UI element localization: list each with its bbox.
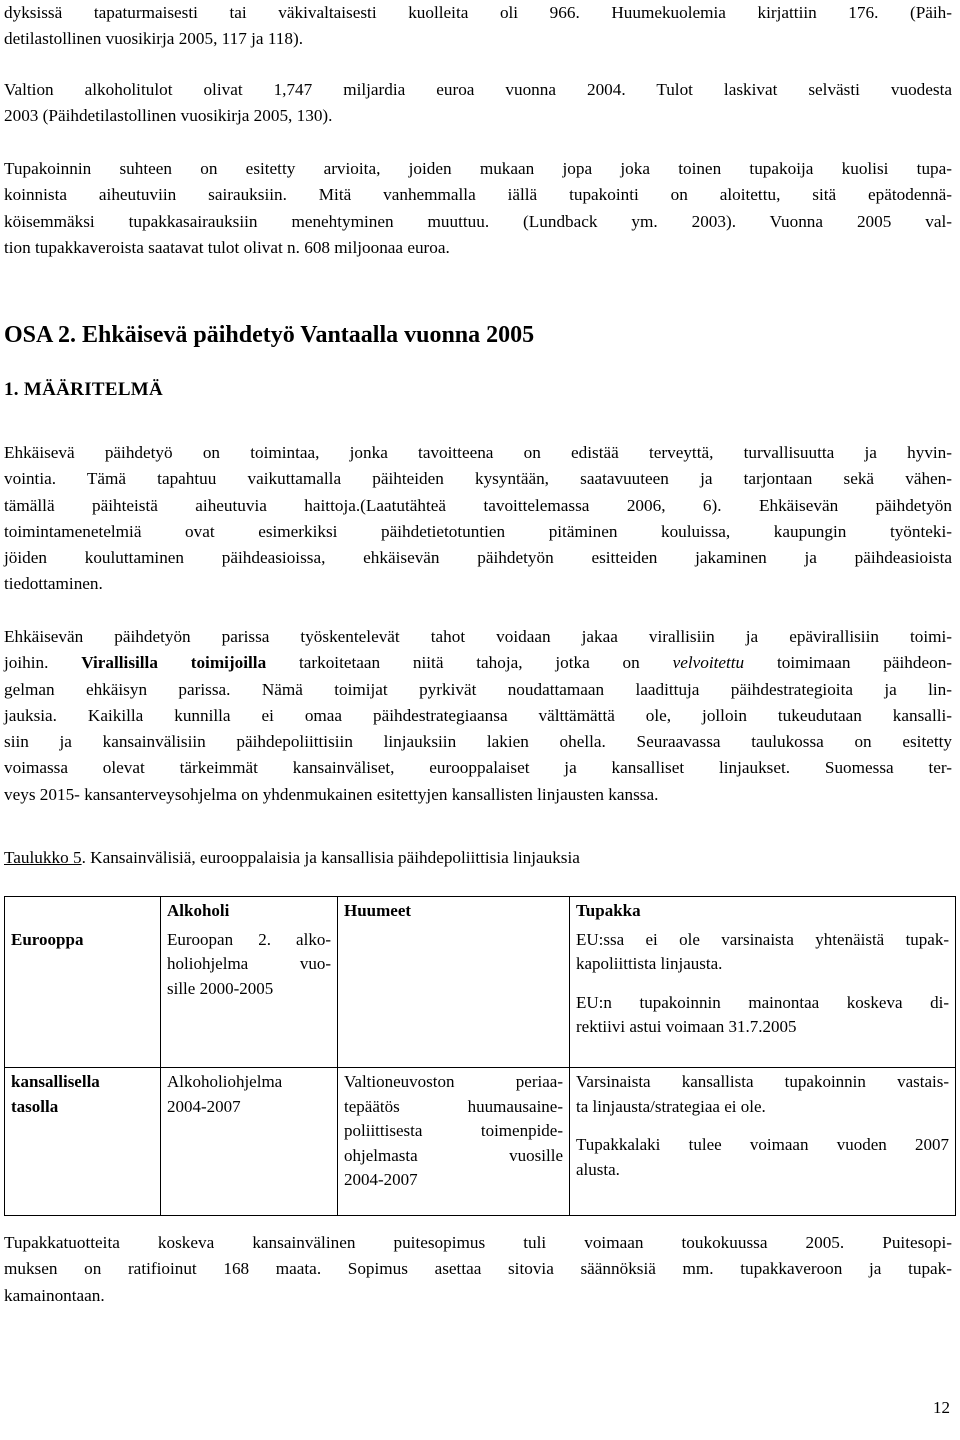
- table-cell-alkoholi: [161, 926, 338, 1068]
- text-run: joihin.: [4, 653, 82, 673]
- text-line: muksen on ratifioinut 168 maata. Sopimus asettaa sitovia säännöksiä mm. tupakkaveroon ja tupak-: [4, 1259, 952, 1279]
- row-label-text: tasolla: [11, 1096, 59, 1116]
- cell-line: poliittisesta toimenpide-: [344, 1121, 563, 1140]
- italic-term: velvoitettu: [672, 653, 745, 673]
- table-row: [5, 1068, 956, 1216]
- caption-text: . Kansainvälisiä, eurooppalaisia ja kansallisia päihdepoliittisia linjauksia: [81, 848, 580, 867]
- text-line: voimassa olevat tärkeimmät kansainväliset, eurooppalaiset ja kansalliset linjaukset. Suomessa ter-: [4, 758, 952, 778]
- cell-line: 2004-2007: [167, 1096, 241, 1116]
- paragraph-actors: [4, 624, 952, 808]
- table-cell-huumeet: [338, 1068, 570, 1216]
- text-line: Tupakoinnin suhteen on esitetty arvioita, joiden mukaan jopa joka toinen tupakoija kuolisi tupa-: [4, 159, 952, 178]
- cell-line: Valtioneuvoston periaa-: [344, 1072, 563, 1091]
- text-line: Ehkäisevä päihdetyö on toimintaa, jonka tavoitteena on edistää terveyttä, turvallisuutta ja hyvin-: [4, 443, 952, 462]
- row-label-text: Eurooppa: [11, 929, 84, 949]
- cell-line: tepäätös huumausaine-: [344, 1096, 563, 1116]
- cell-line: rektiivi astui voimaan 31.7.2005: [576, 1017, 797, 1036]
- section-heading: OSA 2. Ehkäisevä päihdetyö Vantaalla vuonna 2005: [4, 322, 535, 348]
- policy-table: [4, 896, 956, 1216]
- table-header-cell: Huumeet: [338, 897, 570, 926]
- text-line: kamainontaan.: [4, 1285, 105, 1305]
- text-line: Valtion alkoholitulot olivat 1,747 miljardia euroa vuonna 2004. Tulot laskivat selvästi vuodesta: [4, 80, 952, 99]
- row-label: [5, 1068, 161, 1216]
- cell-line: 2004-2007: [344, 1170, 418, 1189]
- bold-term: Virallisilla toimijoilla: [81, 653, 267, 673]
- cell-gap: [576, 977, 949, 991]
- paragraph-alcohol-revenue: [4, 77, 952, 130]
- row-label-text: kansallisella: [11, 1072, 100, 1091]
- cell-line: sille 2000-2005: [167, 978, 274, 998]
- text-line: koinnista aiheutuviin sairauksiin. Mitä vanhemmalla iällä tupakointi on aloitettu, sitä epätodennä-: [4, 185, 952, 205]
- cell-line: EU:n tupakoinnin mainontaa koskeva di-: [576, 992, 949, 1012]
- text-line: jauksia. Kaikilla kunnilla ei omaa päihdestrategiaansa välttämättä ole, jolloin tukeudutaan kansalli-: [4, 705, 952, 725]
- text-line: veys 2015- kansanterveysohjelma on yhdenmukainen esitettyjen kansallisten linjausten kanssa.: [4, 784, 659, 804]
- cell-line: Euroopan 2. alko-: [167, 929, 331, 949]
- cell-line: EU:ssa ei ole varsinaista yhtenäistä tupak-: [576, 929, 949, 949]
- text-run: tarkoitetaan niitä tahoja, jotka on: [266, 653, 673, 673]
- table-cell-tupakka: [570, 926, 956, 1068]
- subsection-heading: 1. MÄÄRITELMÄ: [4, 379, 164, 400]
- text-line: tämällä päihteistä aiheutuvia haittoja.(Laatutähteä tavoittelemassa 2006, 6). Ehkäisevän päihdetyön: [4, 495, 952, 515]
- cell-line: ta linjausta/strategiaa ei ole.: [576, 1096, 766, 1116]
- text-line: detilastollinen vuosikirja 2005, 117 ja 118).: [4, 29, 303, 49]
- paragraph-tobacco: [4, 156, 952, 261]
- table-caption: [4, 848, 580, 868]
- cell-line: kapoliittista linjausta.: [576, 954, 723, 973]
- cell-line: Alkoholiohjelma: [167, 1072, 283, 1091]
- table-header-row: [5, 897, 956, 926]
- cell-line: holiohjelma vuo-: [167, 954, 331, 973]
- cell-line: Tupakkalaki tulee voimaan vuoden 2007: [576, 1135, 949, 1154]
- text-line: Tupakkatuotteita koskeva kansainvälinen puitesopimus tuli voimaan toukokuussa 2005. Puitesopi-: [4, 1233, 952, 1252]
- text-line: tion tupakkaveroista saatavat tulot olivat n. 608 miljoonaa euroa.: [4, 237, 450, 257]
- text-line: toimintamenetelmiä ovat esimerkiksi päihdetietotuntien pitäminen kouluissa, kaupungin työnteki-: [4, 521, 952, 541]
- text-line: vointia. Tämä tapahtuu vaikuttamalla päihteiden kysyntään, saatavuuteen ja tarjontaan sekä vähen-: [4, 469, 952, 489]
- table-header-cell: Tupakka: [570, 897, 956, 926]
- row-label: [5, 926, 161, 1068]
- text-line: [4, 650, 952, 676]
- paragraph-drug-deaths: [4, 0, 952, 53]
- cell-line: alusta.: [576, 1159, 620, 1179]
- text-line: Ehkäisevän päihdetyön parissa työskentelevät tahot voidaan jakaa virallisiin ja epävirallisiin toimi-: [4, 627, 952, 646]
- table-cell-alkoholi: [161, 1068, 338, 1216]
- table-header-cell: [5, 897, 161, 926]
- text-line: köisemmäksi tupakkasairauksiin menehtyminen muuttuu. (Lundback ym. 2003). Vuonna 2005 val-: [4, 211, 952, 231]
- text-line: dyksissä tapaturmaisesti tai väkivaltaisesti kuolleita oli 966. Huumekuolemia kirjattiin 176. (Päih-: [4, 3, 952, 22]
- cell-line: ohjelmasta vuosille: [344, 1145, 563, 1165]
- page-number: 12: [933, 1398, 950, 1417]
- text-line: siin ja kansainvälisiin päihdepoliittisiin linjauksiin lakien ohella. Seuraavassa taulukossa on esitetty: [4, 732, 952, 752]
- paragraph-definition: [4, 440, 952, 598]
- table-cell-tupakka: [570, 1068, 956, 1216]
- text-line: gelman ehkäisyn parissa. Nämä toimijat pyrkivät noudattamaan laadittuja päihdestrategioita ja lin-: [4, 679, 952, 699]
- cell-gap: [576, 1119, 949, 1133]
- text-line: 2003 (Päihdetilastollinen vuosikirja 2005, 130).: [4, 106, 333, 126]
- text-run: toimimaan päihdeon-: [744, 653, 953, 673]
- table-header-cell: Alkoholi: [161, 897, 338, 926]
- table-row: [5, 926, 956, 1068]
- cell-line: Varsinaista kansallista tupakoinnin vastais-: [576, 1072, 949, 1091]
- text-line: tiedottaminen.: [4, 574, 103, 594]
- table-cell-huumeet: [338, 926, 570, 1068]
- paragraph-framework-convention: [4, 1230, 952, 1309]
- caption-label: Taulukko 5: [4, 848, 82, 867]
- text-line: jöiden kouluttaminen päihdeasioissa, ehkäisevän päihdetyön esitteiden jakaminen ja päihdeasioista: [4, 548, 952, 568]
